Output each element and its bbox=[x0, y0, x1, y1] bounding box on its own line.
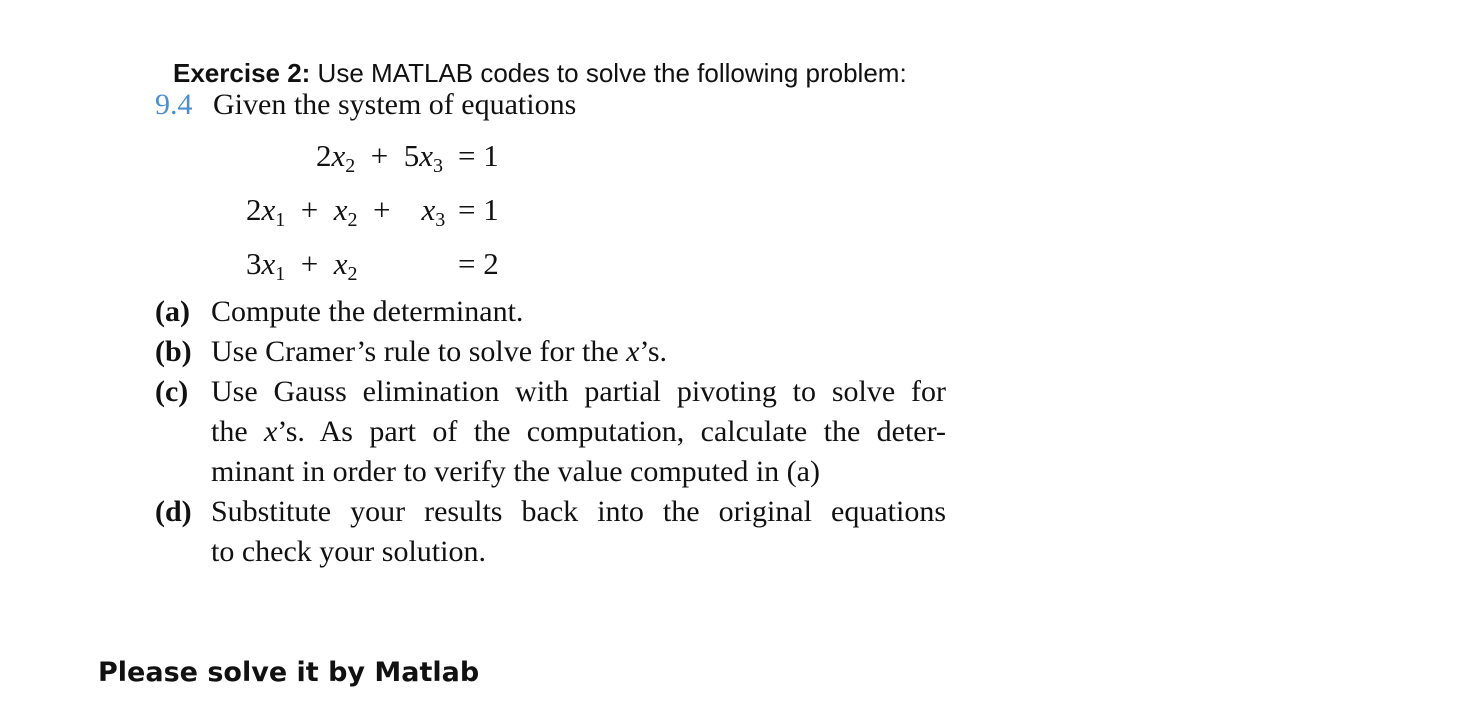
part-c-label: (c) bbox=[155, 375, 189, 408]
problem-statement-line bbox=[155, 88, 576, 122]
equation-2-rhs: = 1 bbox=[458, 192, 499, 227]
part-d-text bbox=[211, 492, 946, 572]
footer-request: Please solve it by Matlab bbox=[98, 657, 480, 688]
part-c-line: minant in order to verify the value computed in (a) bbox=[211, 455, 820, 488]
part-d-label: (d) bbox=[155, 495, 192, 528]
equation-3-lhs: $3x_1 + x_2$ bbox=[246, 246, 358, 285]
part-d bbox=[155, 492, 955, 572]
part-c-text bbox=[211, 372, 946, 492]
exercise-label: Exercise 2: bbox=[173, 58, 311, 88]
part-b bbox=[155, 332, 955, 372]
part-b-label: (b) bbox=[155, 335, 192, 368]
exercise-heading bbox=[173, 58, 907, 89]
part-a-text bbox=[211, 292, 946, 332]
equation-1-lhs: $2x_2 + 5x_3$ bbox=[316, 138, 444, 177]
part-b-text bbox=[211, 332, 946, 372]
part-c bbox=[155, 372, 955, 492]
part-a-line: Compute the determinant. bbox=[211, 295, 524, 328]
equation-2 bbox=[0, 190, 1470, 230]
part-c-line: the x’s. As part of the computation, calculate the deter- bbox=[211, 415, 946, 448]
equation-1 bbox=[0, 136, 1470, 176]
exercise-instruction: Use MATLAB codes to solve the following problem: bbox=[310, 58, 907, 88]
part-d-line: to check your solution. bbox=[211, 535, 486, 568]
problem-parts-list bbox=[155, 292, 955, 572]
part-c-line: Use Gauss elimination with partial pivoting to solve for bbox=[211, 375, 946, 408]
part-d-line: Substitute your results back into the original equations bbox=[211, 495, 946, 528]
equation-1-rhs: = 1 bbox=[458, 138, 499, 173]
equation-3-rhs: = 2 bbox=[458, 246, 499, 281]
problem-statement: Given the system of equations bbox=[213, 88, 577, 121]
equation-2-lhs: $2x_1 + x_2$ + $x_3$ bbox=[246, 192, 446, 231]
problem-number: 9.4 bbox=[155, 88, 193, 121]
part-a-label: (a) bbox=[155, 295, 190, 328]
part-a bbox=[155, 292, 955, 332]
equation-3 bbox=[0, 244, 1470, 284]
part-b-line: Use Cramer’s rule to solve for the x’s. bbox=[211, 335, 668, 368]
